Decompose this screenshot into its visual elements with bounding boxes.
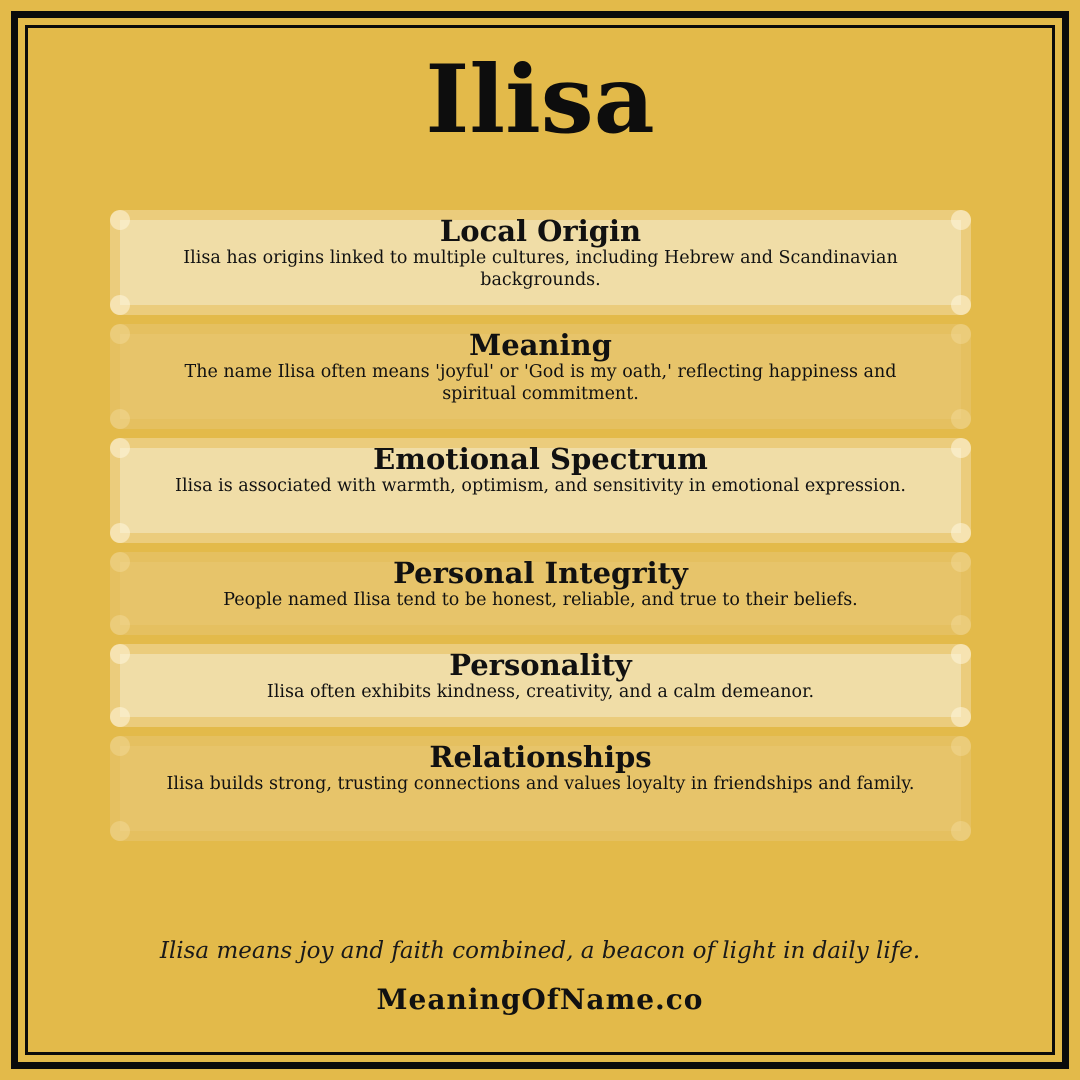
card-text: People named Ilisa tend to be honest, reliable, and true to their beliefs.	[223, 590, 858, 610]
card-heading: Relationships	[429, 740, 652, 774]
corner-dot	[951, 295, 971, 315]
name-title: Ilisa	[425, 45, 655, 155]
site-name: MeaningOfName.co	[376, 983, 704, 1016]
corner-dot	[951, 821, 971, 841]
corner-dot	[951, 409, 971, 429]
corner-dot	[951, 707, 971, 727]
card-text: Ilisa has origins linked to multiple cultures, including Hebrew and Scandinavian backgrounds.	[183, 248, 898, 290]
corner-dot	[110, 615, 130, 635]
card-relationships	[110, 736, 971, 841]
card-heading: Personal Integrity	[393, 556, 688, 590]
card-local-origin	[110, 210, 971, 315]
card-heading: Meaning	[469, 328, 612, 362]
card-text: Ilisa is associated with warmth, optimism, and sensitivity in emotional expression.	[175, 476, 906, 496]
summary-quote: Ilisa means joy and faith combined, a beacon of light in daily life.	[159, 938, 921, 964]
card-meaning	[110, 324, 971, 429]
corner-dot	[110, 821, 130, 841]
card-heading: Personality	[449, 648, 632, 682]
corner-dot	[110, 707, 130, 727]
card-heading: Local Origin	[439, 214, 642, 248]
card-personality	[110, 644, 971, 727]
card-text: Ilisa builds strong, trusting connections and values loyalty in friendships and family.	[166, 774, 915, 794]
card-text: Ilisa often exhibits kindness, creativity, and a calm demeanor.	[266, 682, 815, 702]
card-emotional-spectrum	[110, 438, 971, 543]
corner-dot	[110, 409, 130, 429]
corner-dot	[110, 295, 130, 315]
corner-dot	[951, 615, 971, 635]
corner-dot	[951, 523, 971, 543]
corner-dot	[110, 523, 130, 543]
card-personal-integrity	[110, 552, 971, 635]
card-text: The name Ilisa often means 'joyful' or 'God is my oath,' reflecting happiness and spiritual commitment.	[184, 362, 897, 404]
card-heading: Emotional Spectrum	[373, 442, 708, 476]
